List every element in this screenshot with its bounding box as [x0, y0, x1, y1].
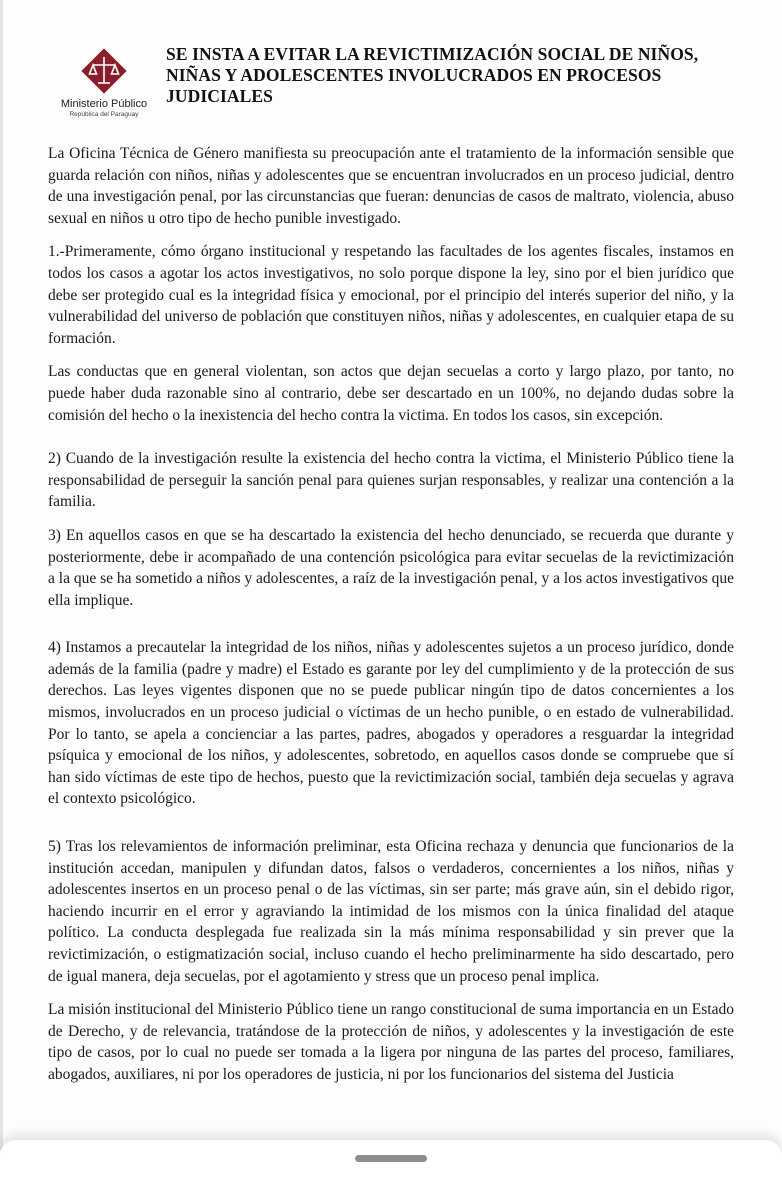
- scales-of-justice-icon: [81, 48, 127, 94]
- paragraph-point-5: 5) Tras los relevamientos de información preliminar, esta Oficina rechaza y denuncia que funcionarios de la institución accedan, manipulen y difundan datos, falsos o verdaderos, concernientes a los niños, niñas y adolescentes insertos en un proceso penal o de las víctimas, sin ser parte; más grave aún, sin el debido rigor, haciendo incurrir en el error y agraviando la intimidad de los mismos con la única finalidad del ataque político. La conducta desplegada fue realizada sin la más mínima responsabilidad y sin prever que la revictimización, o estigmatización social, incluso cuando el hecho preliminarmente ha sido descartado, pero de igual manera, deja secuelas, por el agotamiento y stress que un proceso penal implica.: [48, 838, 734, 985]
- logo-name: Ministerio Público: [60, 98, 148, 110]
- document-body: [48, 143, 734, 1086]
- paragraph-point-4: 4) Instamos a precautelar la integridad de los niños, niñas y adolescentes sujetos a un proceso jurídico, donde además de la familia (padre y madre) el Estado es garante por ley del cumplimiento y de la protección de sus derechos. Las leyes vigentes disponen que no se puede publicar ningún tipo de datos concernientes a los mismos, involucrados en un proceso judicial o víctimas de un hecho punible, o en estado de vulnerabilidad. Por lo tanto, se apela a concienciar a las partes, padres, abogados y operadores a resguardar la integridad psíquica y emocional de los niños, y adolescentes, sobretodo, en aquellos casos donde se compruebe que sí han sido víctimas de este tipo de hechos, puesto que la revictimización social, también deja secuelas y agrava el contexto psicológico.: [48, 639, 734, 808]
- document-title: SE INSTA A EVITAR LA REVICTIMIZACIÓN SOCIAL DE NIÑOS, NIÑAS Y ADOLESCENTES INVOLUCRADOS EN PROCESOS JUDICIALES: [166, 44, 699, 106]
- paragraph-conductas: Las conductas que en general violentan, son actos que dejan secuelas a corto y largo plazo, por tanto, no puede haber duda razonable sino al contrario, debe ser descartado en un 100%, no dejando dudas sobre la comisión del hecho o la inexistencia del hecho contra la victima. En todos los casos, sin excepción.: [48, 363, 734, 424]
- paragraph-point-1: 1.-Primeramente, cómo órgano institucional y respetando las facultades de los agentes fiscales, instamos en todos los casos a agotar los actos investigativos, no solo porque dispone la ley, sino por el bien jurídico que debe ser protegido cual es la integridad física y emocional, por el principio del interés superior del niño, y la vulnerabilidad del universo de población que constituyen niños, niñas y adolescentes, en cualquier etapa de su formación.: [48, 243, 734, 347]
- paragraph-point-3: 3) En aquellos casos en que se ha descartado la existencia del hecho denunciado, se recuerda que durante y posteriormente, debe ir acompañado de una contención psicológica para evitar secuelas de la revictimización a la que se ha sometido a niños y adolescentes, a raíz de la investigación penal, y a los actos investigativos que ella implique.: [48, 526, 734, 609]
- ministerio-logo: [48, 48, 160, 138]
- bottom-sheet: [0, 1140, 782, 1200]
- drag-handle[interactable]: [355, 1155, 427, 1162]
- paragraph-point-2: 2) Cuando de la investigación resulte la existencia del hecho contra la victima, el Ministerio Público tiene la responsabilidad de perseguir la sanción penal para quienes surjan responsables, y realizar una contención a la familia.: [48, 450, 734, 511]
- logo-subtitle: República del Paraguay: [69, 111, 139, 118]
- paragraph-mision: La misión institucional del Ministerio Público tiene un rango constitucional de suma importancia en un Estado de Derecho, y de relevancia, tratándose de la protección de niños, y adolescentes y la investigación de este tipo de casos, por lo cual no puede ser tomada a la ligera por ninguna de las partes del proceso, familiares, abogados, auxiliares, ni por los operadores de justicia, ni por los funcionarios del sistema del Justicia: [48, 1001, 734, 1083]
- paragraph-intro: La Oficina Técnica de Género manifiesta su preocupación ante el tratamiento de la información sensible que guarda relación con niños, niñas y adolescentes que se encuentran involucrados en un proceso judicial, dentro de una investigación penal, por las circunstancias que fueran: denuncias de casos de maltrato, violencia, abuso sexual en niños u otro tipo de hecho punible investigado.: [48, 145, 734, 227]
- page-edge: [0, 0, 3, 1150]
- document-header: [48, 36, 748, 136]
